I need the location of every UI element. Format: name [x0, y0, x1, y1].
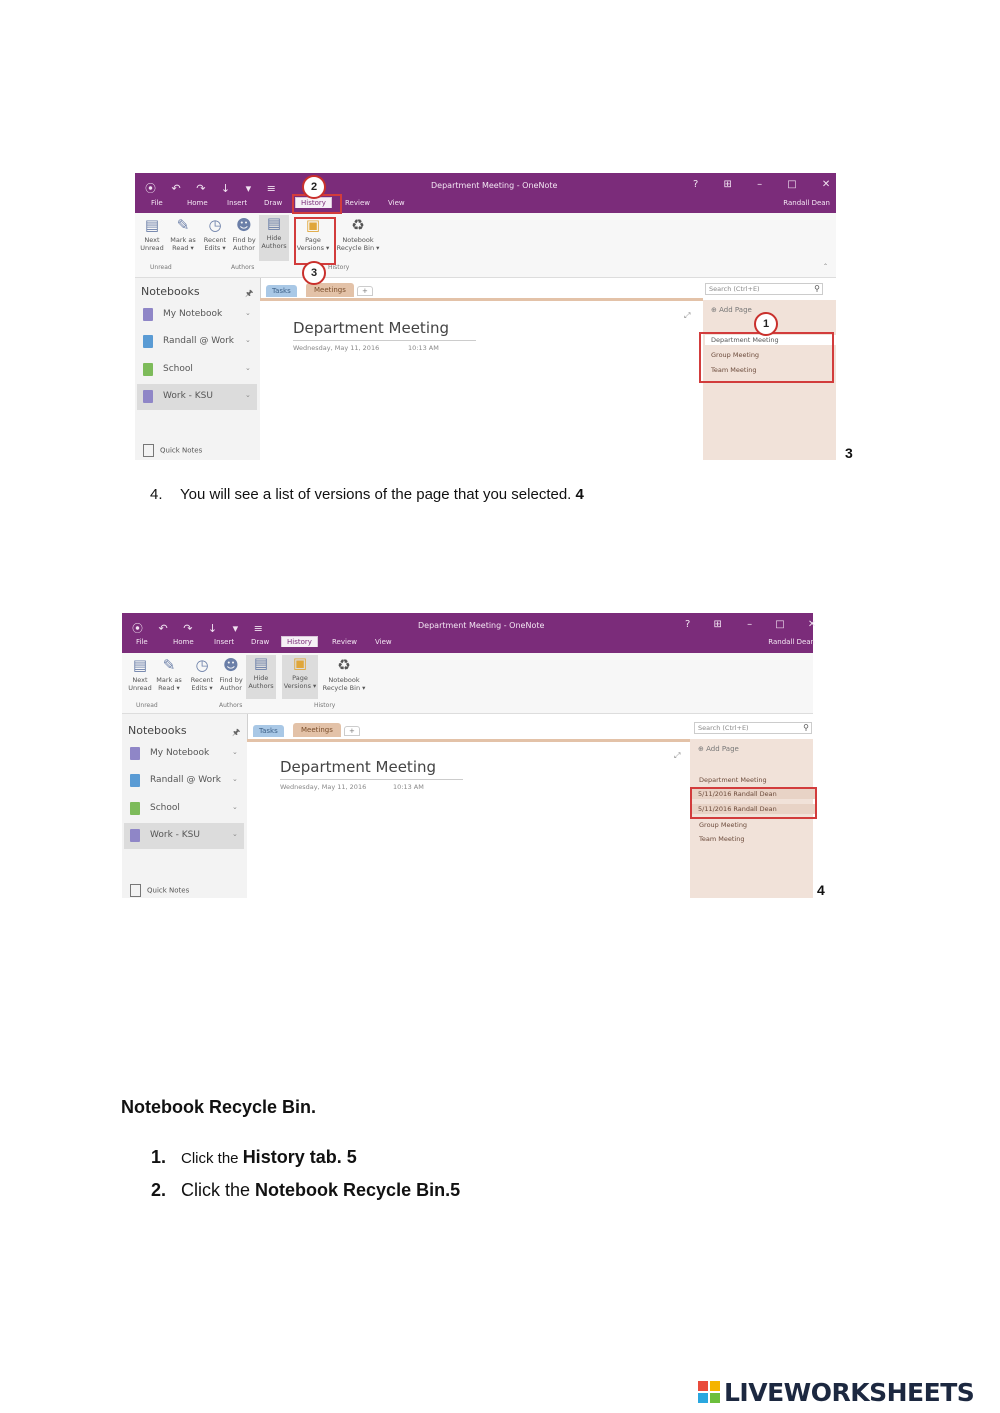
notebook-icon — [143, 390, 153, 403]
user-name[interactable]: Randall Dean — [768, 638, 815, 646]
recent-edits-icon: ◷ — [195, 656, 209, 674]
search-icon[interactable]: ⚲ — [814, 284, 820, 293]
recent-edits-icon: ◷ — [208, 216, 222, 234]
page-title[interactable]: Department Meeting — [293, 319, 450, 337]
notebook-recycle-bin-button[interactable]: ♻ Notebook Recycle Bin ▾ — [336, 216, 380, 252]
hide-authors-icon: ▤ — [253, 654, 269, 672]
page-item-group-meeting[interactable]: Group Meeting — [699, 821, 748, 829]
user-name[interactable]: Randall Dean — [783, 199, 830, 207]
tab-history[interactable]: History — [281, 636, 318, 647]
close-icon[interactable]: ✕ — [807, 619, 817, 630]
recycle-bin-icon: ♻ — [337, 656, 351, 674]
close-icon[interactable]: ✕ — [821, 179, 831, 190]
tab-draw[interactable]: Draw — [264, 199, 283, 207]
callout-1: 1 — [754, 312, 778, 336]
collapse-ribbon-icon[interactable]: ⌃ — [822, 263, 828, 270]
notebooks-pane — [122, 714, 248, 898]
tab-insert[interactable]: Insert — [227, 199, 248, 207]
page-versions-icon: ▣ — [292, 654, 308, 672]
notebook-icon — [130, 802, 140, 815]
quick-notes-icon — [143, 444, 154, 457]
next-unread-icon: ▤ — [132, 656, 148, 674]
logo-cubes-icon — [698, 1381, 720, 1403]
notebook-randall-work[interactable]: Randall @ Work ⌄ — [124, 770, 244, 792]
page-date: Wednesday, May 11, 2016 — [280, 783, 367, 791]
hide-authors-button[interactable]: ▤ Hide Authors — [246, 655, 276, 699]
maximize-icon[interactable]: □ — [787, 179, 797, 190]
notebook-my-notebook[interactable]: My Notebook ⌄ — [137, 304, 257, 326]
quick-access-toolbar[interactable]: ⦿ ↶ ↷ ↓ ▾ ≡ — [145, 182, 282, 195]
notebooks-pane — [135, 278, 261, 460]
find-by-author-button[interactable]: ☻ Find by Author — [230, 217, 258, 252]
next-unread-button[interactable]: ▤ Next Unread — [138, 217, 166, 252]
group-unread: Unread — [136, 702, 158, 709]
group-unread: Unread — [150, 264, 172, 271]
notebook-school[interactable]: School ⌄ — [124, 798, 244, 820]
item-2-bold: Notebook Recycle Bin.5 — [255, 1180, 461, 1200]
chevron-down-icon[interactable]: ⌄ — [232, 803, 238, 811]
tab-meetings[interactable]: Meetings — [306, 283, 354, 297]
page-item-group-meeting[interactable]: Group Meeting — [711, 351, 760, 359]
help-icon[interactable]: ? — [693, 179, 699, 190]
maximize-icon[interactable]: □ — [775, 619, 785, 630]
page-date: Wednesday, May 11, 2016 — [293, 344, 380, 352]
minimize-icon[interactable]: – — [747, 619, 753, 630]
group-authors: Authors — [231, 264, 255, 271]
notebook-icon — [130, 829, 140, 842]
minimize-icon[interactable]: – — [757, 179, 763, 190]
expand-icon[interactable]: ⤢ — [674, 751, 681, 760]
window-title: Department Meeting - OneNote — [431, 181, 558, 190]
mark-as-read-button[interactable]: ✎ Mark as Read ▾ — [154, 657, 184, 692]
title-bar — [135, 173, 836, 197]
notebook-school[interactable]: School ⌄ — [137, 359, 257, 381]
tab-file[interactable]: File — [151, 199, 163, 207]
search-icon[interactable]: ⚲ — [803, 723, 809, 732]
logo-text: LIVEWORKSHEETS — [724, 1378, 975, 1407]
step-4-text: You will see a list of versions of the page that you selected. — [180, 486, 572, 503]
quick-notes[interactable]: Quick Notes — [143, 444, 202, 457]
item-2-number: 2. — [151, 1180, 167, 1200]
add-page-button[interactable]: ⊕ Add Page — [698, 745, 739, 753]
chevron-down-icon[interactable]: ⌄ — [232, 775, 238, 783]
tab-view[interactable]: View — [375, 638, 392, 646]
quick-access-toolbar[interactable]: ⦿ ↶ ↷ ↓ ▾ ≡ — [132, 622, 269, 635]
instruction-item-2 — [151, 1180, 460, 1201]
instruction-item-1 — [151, 1147, 357, 1168]
ribbon-tabs — [135, 197, 836, 213]
notebook-icon — [130, 747, 140, 760]
find-author-icon: ☻ — [223, 656, 239, 674]
onenote-screenshot-2 — [122, 613, 817, 898]
page-versions-button[interactable]: ▣ Page Versions ▾ — [282, 655, 318, 699]
search-input[interactable]: Search (Ctrl+E) ⚲ — [705, 283, 823, 295]
tab-view[interactable]: View — [388, 199, 405, 207]
annotation-box-versions — [690, 787, 817, 819]
annotation-box-page-list — [699, 332, 834, 383]
expand-icon[interactable]: ⤢ — [684, 311, 691, 320]
window-title: Department Meeting - OneNote — [418, 621, 545, 630]
tab-tasks[interactable]: Tasks — [266, 285, 297, 297]
callout-3: 3 — [302, 261, 326, 285]
page-canvas[interactable] — [247, 739, 690, 901]
recent-edits-button[interactable]: ◷ Recent Edits ▾ — [201, 217, 229, 252]
page-item-team-meeting[interactable]: Team Meeting — [699, 835, 745, 843]
window-controls[interactable] — [675, 179, 830, 190]
figure-number-3: 3 — [845, 445, 853, 461]
add-page-button[interactable]: ⊕ Add Page — [711, 306, 752, 314]
notebooks-header: Notebooks — [128, 724, 187, 737]
page-version-item[interactable]: 5/11/2016 Randall Dean — [692, 789, 815, 799]
notebook-icon — [143, 363, 153, 376]
page-item-department-meeting[interactable]: Department Meeting — [699, 776, 767, 784]
ribbon — [122, 653, 813, 714]
notebooks-header: Notebooks — [141, 285, 200, 298]
notebook-icon — [130, 774, 140, 787]
title-underline — [293, 340, 476, 341]
quick-notes[interactable]: Quick Notes — [130, 884, 189, 897]
recent-edits-button[interactable]: ◷ Recent Edits ▾ — [188, 657, 216, 692]
next-unread-icon: ▤ — [144, 216, 160, 234]
notebook-icon — [143, 335, 153, 348]
page-versions-button[interactable]: ▣ Page Versions ▾ — [296, 216, 330, 252]
chevron-down-icon[interactable]: ⌄ — [245, 336, 251, 344]
tab-history[interactable]: History — [295, 197, 332, 208]
step-4-ref: 4 — [575, 486, 584, 503]
find-by-author-button[interactable]: ☻ Find by Author — [217, 657, 245, 692]
quick-notes-icon — [130, 884, 141, 897]
notebook-my-notebook[interactable]: My Notebook ⌄ — [124, 743, 244, 765]
page-version-item[interactable]: 5/11/2016 Randall Dean — [692, 804, 815, 814]
window-controls[interactable] — [667, 619, 816, 630]
page-time: 10:13 AM — [408, 344, 439, 352]
chevron-down-icon[interactable]: ⌄ — [245, 391, 251, 399]
item-1-number: 1. — [151, 1147, 167, 1167]
notebook-icon — [143, 308, 153, 321]
chevron-down-icon[interactable]: ⌄ — [245, 364, 251, 372]
title-underline — [280, 779, 463, 780]
pin-icon[interactable]: 🖈 — [245, 289, 254, 299]
tab-insert[interactable]: Insert — [214, 638, 235, 646]
chevron-down-icon[interactable]: ⌄ — [245, 309, 251, 317]
tab-review[interactable]: Review — [345, 199, 370, 207]
onenote-screenshot-1 — [135, 173, 836, 460]
section-heading: Notebook Recycle Bin. — [121, 1097, 317, 1117]
page-title[interactable]: Department Meeting — [280, 758, 437, 776]
add-section-button[interactable]: + — [344, 726, 360, 736]
group-history: History — [314, 702, 336, 709]
mark-as-read-button[interactable]: ✎ Mark as Read ▾ — [168, 217, 198, 252]
chevron-down-icon[interactable]: ⌄ — [232, 830, 238, 838]
chevron-down-icon[interactable]: ⌄ — [232, 748, 238, 756]
hide-authors-icon: ▤ — [266, 214, 282, 232]
help-icon[interactable]: ? — [685, 619, 691, 630]
group-authors: Authors — [219, 702, 243, 709]
mark-read-icon: ✎ — [176, 216, 190, 234]
tab-file[interactable]: File — [136, 638, 148, 646]
mark-read-icon: ✎ — [162, 656, 176, 674]
page-versions-icon: ▣ — [305, 216, 321, 234]
notebook-work-ksu[interactable]: Work - KSU ⌄ — [124, 823, 244, 849]
ribbon — [135, 213, 836, 278]
recycle-bin-icon: ♻ — [351, 216, 365, 234]
tab-home[interactable]: Home — [187, 199, 208, 207]
figure-number-4: 4 — [817, 882, 825, 898]
callout-2: 2 — [302, 175, 326, 199]
add-section-button[interactable]: + — [357, 286, 373, 296]
find-author-icon: ☻ — [236, 216, 252, 234]
item-2-prefix: Click the — [181, 1180, 256, 1200]
hide-authors-button[interactable]: ▤ Hide Authors — [259, 215, 289, 261]
tab-home[interactable]: Home — [173, 638, 194, 646]
step-4 — [150, 486, 584, 503]
page-time: 10:13 AM — [393, 783, 424, 791]
notebook-recycle-bin-button[interactable]: ♻ Notebook Recycle Bin ▾ — [322, 656, 366, 692]
display-options-icon[interactable]: ⊞ — [713, 619, 722, 630]
search-input[interactable]: Search (Ctrl+E) ⚲ — [694, 722, 812, 734]
page-canvas[interactable] — [260, 298, 703, 463]
group-history: History — [328, 264, 350, 271]
title-bar — [122, 613, 817, 636]
page-item-team-meeting[interactable]: Team Meeting — [711, 366, 757, 374]
ribbon-tabs — [122, 636, 813, 653]
display-options-icon[interactable]: ⊞ — [723, 179, 732, 190]
annotation-box-page-versions — [294, 217, 336, 265]
notebook-work-ksu[interactable]: Work - KSU ⌄ — [137, 384, 257, 410]
tab-review[interactable]: Review — [332, 638, 357, 646]
tab-meetings[interactable]: Meetings — [293, 723, 341, 737]
tab-draw[interactable]: Draw — [251, 638, 270, 646]
pin-icon[interactable]: 🖈 — [232, 728, 241, 738]
tab-tasks[interactable]: Tasks — [253, 725, 284, 737]
step-4-number: 4. — [150, 486, 163, 503]
next-unread-button[interactable]: ▤ Next Unread — [126, 657, 154, 692]
page-item-department-meeting[interactable]: Department Meeting — [705, 335, 837, 345]
item-1-bold: History tab. 5 — [242, 1147, 357, 1167]
item-1-prefix: Click the — [181, 1150, 243, 1167]
notebook-randall-work[interactable]: Randall @ Work ⌄ — [137, 331, 257, 353]
